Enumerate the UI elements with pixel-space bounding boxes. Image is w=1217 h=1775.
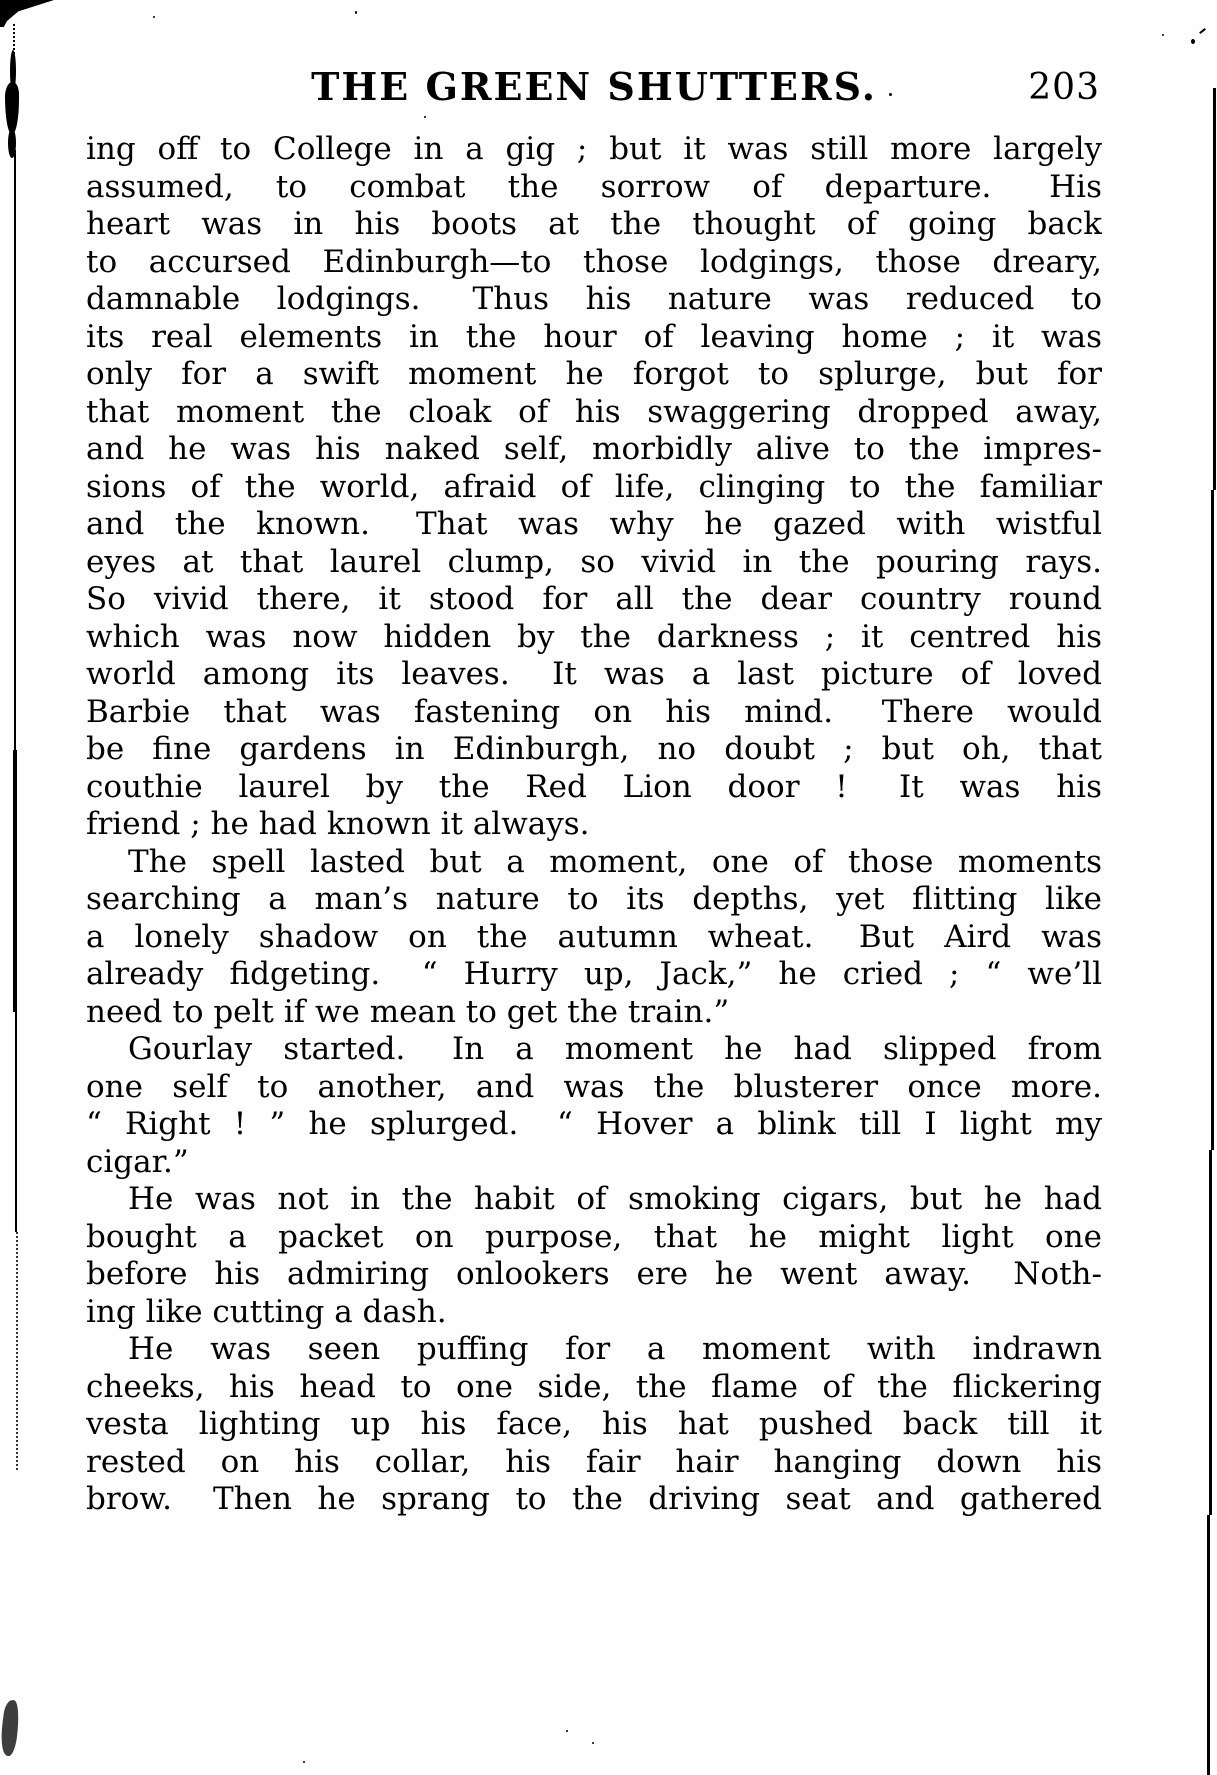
paragraph — [86, 1031, 1102, 1181]
text-line: and he was his naked self, morbidly alive to the impres- — [86, 431, 1102, 467]
scan-artifact-speck — [303, 1761, 305, 1763]
text-line: brow. Then he sprang to the driving seat and gathered — [86, 1481, 1102, 1517]
scan-artifact-corner-wedge — [0, 0, 54, 27]
scan-artifact-speck — [889, 93, 892, 96]
text-line: assumed, to combat the sorrow of departure. His — [86, 168, 1102, 205]
body-text — [86, 131, 1102, 1519]
text-line: only for a swift moment he forgot to splurge, but for — [86, 356, 1102, 392]
scan-artifact-smudge — [0, 1699, 21, 1757]
text-line: be fine gardens in Edinburgh, no doubt ; but oh, that — [86, 731, 1102, 767]
text-line: ing like cutting a dash. — [86, 1293, 447, 1330]
text-line: He was not in the habit of smoking cigars, but he had — [128, 1181, 1102, 1217]
text-line: cheeks, his head to one side, the flame of the flickering — [86, 1368, 1102, 1405]
text-line: searching a man’s nature to its depths, yet flitting like — [86, 881, 1102, 917]
text-line: He was seen puffing for a moment with indrawn — [128, 1331, 1102, 1367]
text-line: cigar.” — [86, 1143, 189, 1180]
text-line: bought a packet on purpose, that he might light one — [86, 1218, 1102, 1255]
text-line: friend ; he had known it always. — [86, 806, 590, 842]
scan-artifact-ink-blob — [5, 82, 19, 134]
scan-artifact-left-edge-line — [16, 1232, 18, 1470]
paragraph — [86, 844, 1102, 1032]
scan-artifact-speck — [1199, 28, 1206, 34]
scan-artifact-speck — [592, 1742, 594, 1744]
text-line: couthie laurel by the Red Lion door ! It was his — [86, 768, 1102, 805]
text-line: sions of the world, afraid of life, clinging to the familiar — [86, 468, 1102, 505]
paragraph — [86, 1331, 1102, 1519]
scan-artifact-left-edge-line — [15, 1012, 17, 1232]
scan-artifact-left-edge-line — [13, 750, 17, 1012]
scan-artifact-right-edge-line — [1209, 1150, 1212, 1515]
text-line: world among its leaves. It was a last picture of loved — [86, 656, 1102, 692]
scan-artifact-right-edge-line — [1207, 1515, 1210, 1775]
text-line: already fidgeting. “ Hurry up, Jack,” he cried ; “ we’ll — [86, 956, 1102, 992]
scan-artifact-right-edge-line — [1211, 490, 1214, 1150]
page-header — [86, 62, 1102, 112]
scan-artifact-speck — [153, 16, 155, 18]
text-line: So vivid there, it stood for all the dear country round — [86, 581, 1102, 617]
text-line: “ Right ! ” he splurged. “ Hover a blink till I light my — [86, 1106, 1102, 1142]
scan-artifact-speck — [1191, 39, 1195, 44]
text-line: damnable lodgings. Thus his nature was reduced to — [86, 281, 1102, 317]
scan-artifact-speck — [1162, 34, 1164, 36]
text-line: ing off to College in a gig ; but it was still more largely — [86, 131, 1102, 167]
text-line: Barbie that was fastening on his mind. There would — [86, 693, 1102, 730]
page-number: 203 — [1028, 67, 1100, 108]
scan-artifact-speck — [566, 1730, 568, 1732]
text-line: Gourlay started. In a moment he had slipped from — [128, 1031, 1102, 1067]
text-line: its real elements in the hour of leaving home ; it was — [86, 318, 1102, 355]
scan-artifact-right-edge-line — [1213, 88, 1216, 490]
text-line: need to pelt if we mean to get the train.” — [86, 993, 730, 1030]
paragraph — [86, 131, 1102, 844]
text-line: and the known. That was why he gazed with wistful — [86, 506, 1102, 542]
text-line: one self to another, and was the blusterer once more. — [86, 1068, 1102, 1105]
text-line: that moment the cloak of his swaggering dropped away, — [86, 393, 1102, 430]
scan-artifact-left-edge-line — [14, 150, 16, 750]
text-line: eyes at that laurel clump, so vivid in the pouring rays. — [86, 543, 1102, 580]
scan-artifact-speck — [424, 116, 426, 118]
text-line: heart was in his boots at the thought of going back — [86, 206, 1102, 242]
text-line: rested on his collar, his fair hair hanging down his — [86, 1443, 1102, 1480]
running-title: THE GREEN SHUTTERS. — [311, 64, 877, 109]
text-line: before his admiring onlookers ere he went away. Noth- — [86, 1256, 1102, 1292]
paragraph — [86, 1181, 1102, 1331]
scan-artifact-speck — [355, 11, 357, 14]
text-line: a lonely shadow on the autumn wheat. But Aird was — [86, 918, 1102, 955]
text-line: to accursed Edinburgh—to those lodgings, those dreary, — [86, 243, 1102, 280]
text-line: vesta lighting up his face, his hat pushed back till it — [86, 1406, 1102, 1442]
text-line: which was now hidden by the darkness ; it centred his — [86, 618, 1102, 655]
text-line: The spell lasted but a moment, one of those moments — [128, 843, 1102, 880]
